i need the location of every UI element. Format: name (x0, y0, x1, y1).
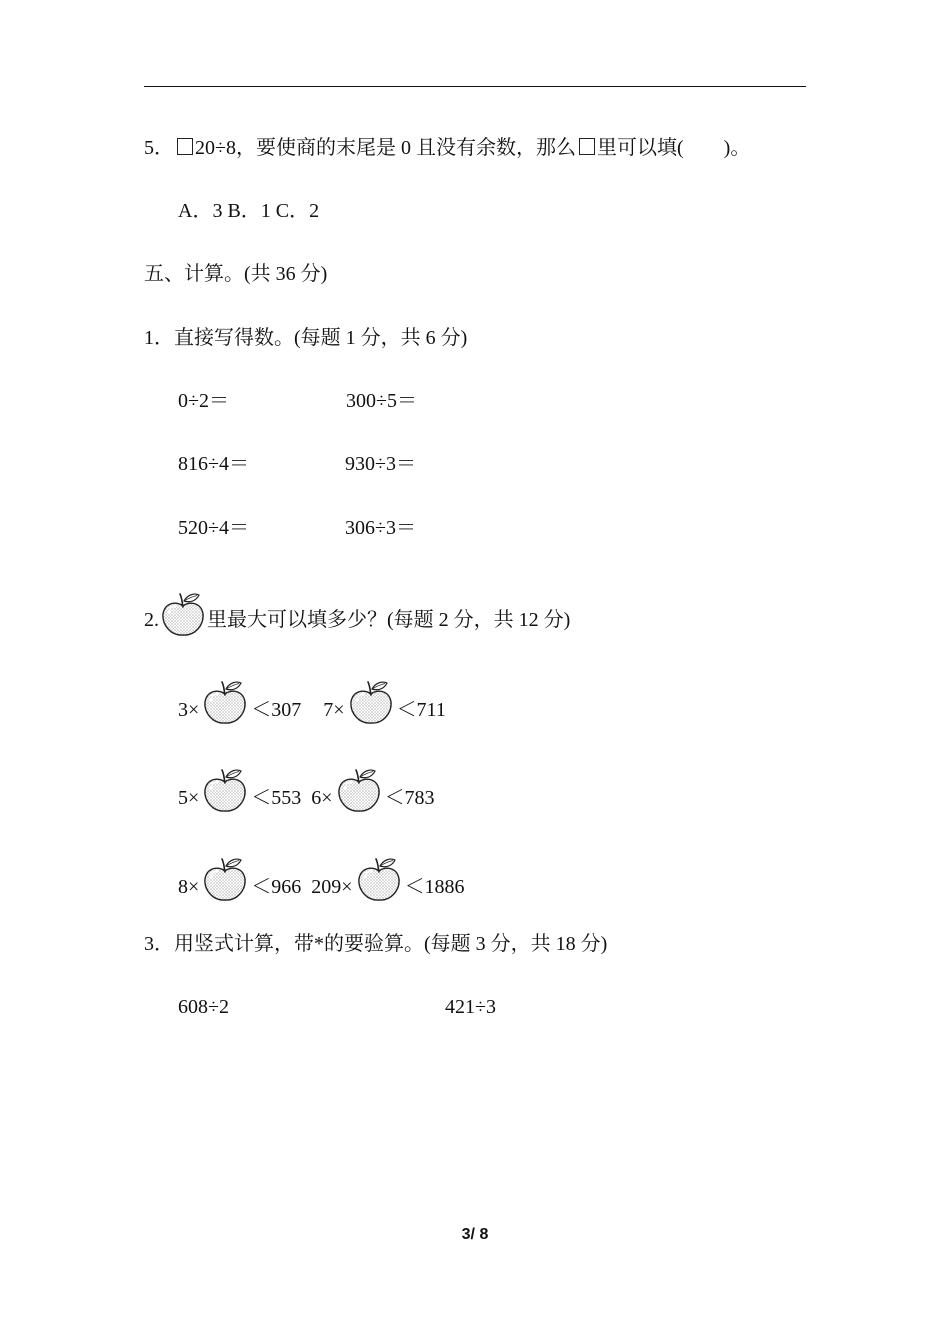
apple-icon (201, 678, 249, 726)
expr-suffix: ＜307 (251, 699, 302, 721)
apple-icon (201, 766, 249, 814)
expr-prefix: 3× (178, 699, 200, 721)
expr-suffix: ＜783 (384, 787, 435, 809)
expr-prefix: 8× (178, 876, 200, 898)
apple-icon (355, 855, 403, 903)
question-5-text-b: 里可以填( (596, 137, 684, 159)
calc-item: 306÷3＝ (345, 517, 416, 539)
subsection-2-title (144, 590, 570, 638)
subsection-2-number: 2. (144, 609, 159, 631)
apple-icon (201, 855, 249, 903)
apple-row-1 (178, 678, 446, 726)
blank-box-icon (177, 138, 193, 155)
page-number: 3/ 8 (461, 1226, 489, 1243)
section-title: 五、计算。(共 36 分) (144, 263, 328, 285)
apple-icon (335, 766, 383, 814)
calc-item: 608÷2 (178, 996, 229, 1018)
expr-prefix: 209× (311, 876, 353, 898)
apple-row-2 (178, 766, 435, 814)
question-5-number: 5． (144, 137, 174, 159)
calc-item: 0÷2＝ (178, 390, 229, 412)
question-5 (144, 136, 750, 160)
calc-item: 816÷4＝ (178, 453, 249, 475)
subsection-2-text: 里最大可以填多少？(每题 2 分，共 12 分) (207, 609, 571, 631)
subsection-1-title: 1．直接写得数。(每题 1 分，共 6 分) (144, 327, 468, 349)
apple-icon (159, 590, 207, 638)
blank-box-icon (579, 138, 595, 155)
expr-suffix: ＜1886 (404, 876, 465, 898)
question-5-options: A．3 B．1 C．2 (178, 200, 320, 222)
calc-item: 421÷3 (445, 996, 496, 1018)
calc-item: 930÷3＝ (345, 453, 416, 475)
calc-item: 520÷4＝ (178, 517, 249, 539)
subsection-3-title: 3．用竖式计算，带*的要验算。(每题 3 分，共 18 分) (144, 933, 608, 955)
question-5-close: )。 (723, 137, 751, 159)
expr-suffix: ＜553 (251, 787, 302, 809)
expr-prefix: 5× (178, 787, 200, 809)
question-5-text-a: 20÷8，要使商的末尾是 0 且没有余数，那么 (195, 137, 576, 159)
apple-row-3 (178, 855, 465, 903)
header-rule (144, 86, 806, 87)
calc-item: 300÷5＝ (346, 390, 417, 412)
expr-prefix: 6× (311, 787, 333, 809)
expr-suffix: ＜966 (251, 876, 302, 898)
expr-suffix: ＜711 (396, 699, 446, 721)
apple-icon (347, 678, 395, 726)
expr-prefix: 7× (323, 699, 345, 721)
